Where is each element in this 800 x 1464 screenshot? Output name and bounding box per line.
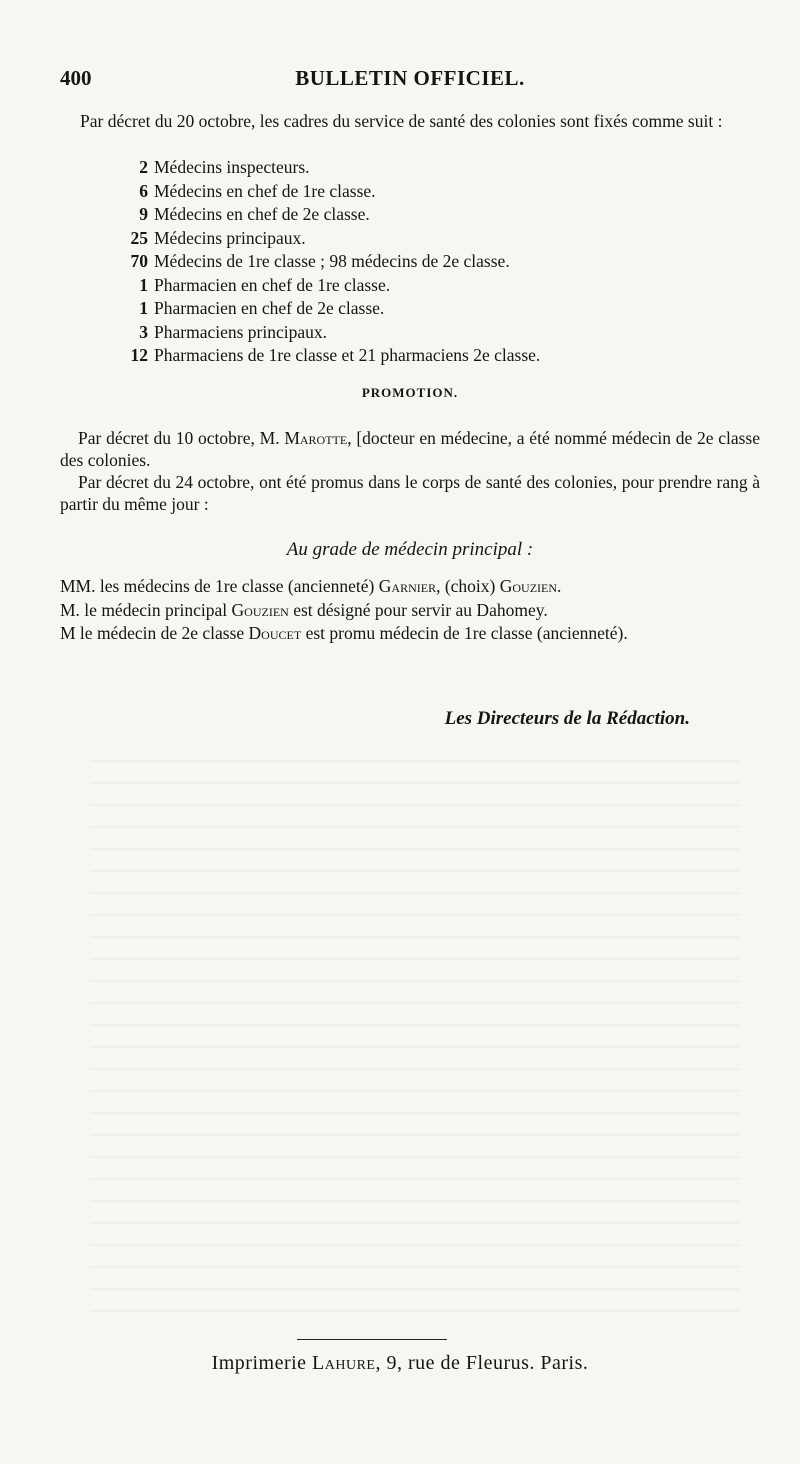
cadre-label: Médecins en chef de 1re classe. xyxy=(154,180,376,201)
cadre-count: 3 xyxy=(139,321,148,342)
text-run: M. le médecin principal xyxy=(60,600,228,620)
cadre-count: 12 xyxy=(130,345,148,365)
printer-name: Lahure xyxy=(312,1352,376,1374)
cadre-label: Médecins de 1re classe ; 98 médecins de 2e classe. xyxy=(154,251,510,271)
list-item xyxy=(60,274,760,298)
promotion-paragraph-2: Par décret du 24 octobre, ont été promus dans le corps de santé des colonies, pour prendre rang à partir du même jour : xyxy=(60,472,760,514)
list-item xyxy=(60,321,760,345)
subheading-grade: Au grade de médecin principal : xyxy=(286,539,534,560)
page-number: 400 xyxy=(60,66,92,90)
text-run: MM. les médecins de 1re classe (ancienneté) xyxy=(60,576,375,596)
list-item xyxy=(60,344,760,368)
intro-text: Par décret du 20 octobre, les cadres du service de santé des colonies sont fixés comme suit : xyxy=(80,111,723,131)
text-run: Par décret du 10 octobre, M. xyxy=(78,428,280,448)
list-item xyxy=(60,156,760,180)
text-run: . xyxy=(557,576,562,596)
cadre-count: 1 xyxy=(139,274,148,295)
person-name: Doucet xyxy=(248,623,302,643)
cadre-label: Pharmaciens principaux. xyxy=(154,321,328,342)
footer-rule xyxy=(297,1339,447,1340)
list-item xyxy=(60,297,760,321)
page-header xyxy=(60,66,760,96)
cadre-count: 25 xyxy=(130,227,148,248)
cadre-count: 1 xyxy=(139,298,148,318)
list-item xyxy=(60,203,760,227)
text-run: est désigné pour servir au Dahomey. xyxy=(293,600,548,620)
cadre-label: Médecins inspecteurs. xyxy=(154,157,310,177)
promotion-paragraph-1 xyxy=(60,427,760,471)
text-run: , (choix) xyxy=(436,576,496,596)
cadre-count: 9 xyxy=(139,204,148,224)
cadre-label: Médecins en chef de 2e classe. xyxy=(154,204,370,224)
text-run: M le médecin de 2e classe xyxy=(60,623,245,643)
promotion-line-2 xyxy=(60,599,760,621)
person-name: Garnier xyxy=(378,576,437,596)
running-title: BULLETIN OFFICIEL. xyxy=(295,66,525,90)
list-item xyxy=(60,227,760,251)
text-run: , [docteur en médecine, a été nommé médecin de 2e classe des colonies. xyxy=(60,428,761,470)
person-name: Marotte xyxy=(284,428,348,448)
cadres-list xyxy=(60,156,760,368)
cadre-label: Pharmaciens de 1re classe et 21 pharmaciens 2e classe. xyxy=(154,345,541,365)
cadre-count: 70 xyxy=(130,251,148,271)
promotion-line-1 xyxy=(60,575,760,597)
person-name: Gouzien xyxy=(499,576,558,596)
imprint-line xyxy=(0,1352,800,1375)
text-run: est promu médecin de 1re classe (ancienneté). xyxy=(305,623,628,643)
show-through-background xyxy=(90,760,740,1320)
text-run: Imprimerie xyxy=(211,1352,307,1374)
cadre-count: 2 xyxy=(139,157,148,177)
cadre-count: 6 xyxy=(139,180,148,201)
promotion-line-3 xyxy=(60,622,760,644)
person-name: Gouzien xyxy=(231,600,289,620)
list-item xyxy=(60,250,760,274)
text-run: , 9, rue de Fleurus. Paris. xyxy=(375,1352,589,1374)
list-item xyxy=(60,180,760,204)
cadre-label: Pharmacien en chef de 2e classe. xyxy=(154,298,385,318)
cadre-label: Médecins principaux. xyxy=(154,227,306,248)
cadre-label: Pharmacien en chef de 1re classe. xyxy=(154,274,391,295)
section-heading-promotion: PROMOTION. xyxy=(361,385,459,400)
intro-paragraph xyxy=(60,110,760,132)
signature: Les Directeurs de la Rédaction. xyxy=(444,708,690,729)
